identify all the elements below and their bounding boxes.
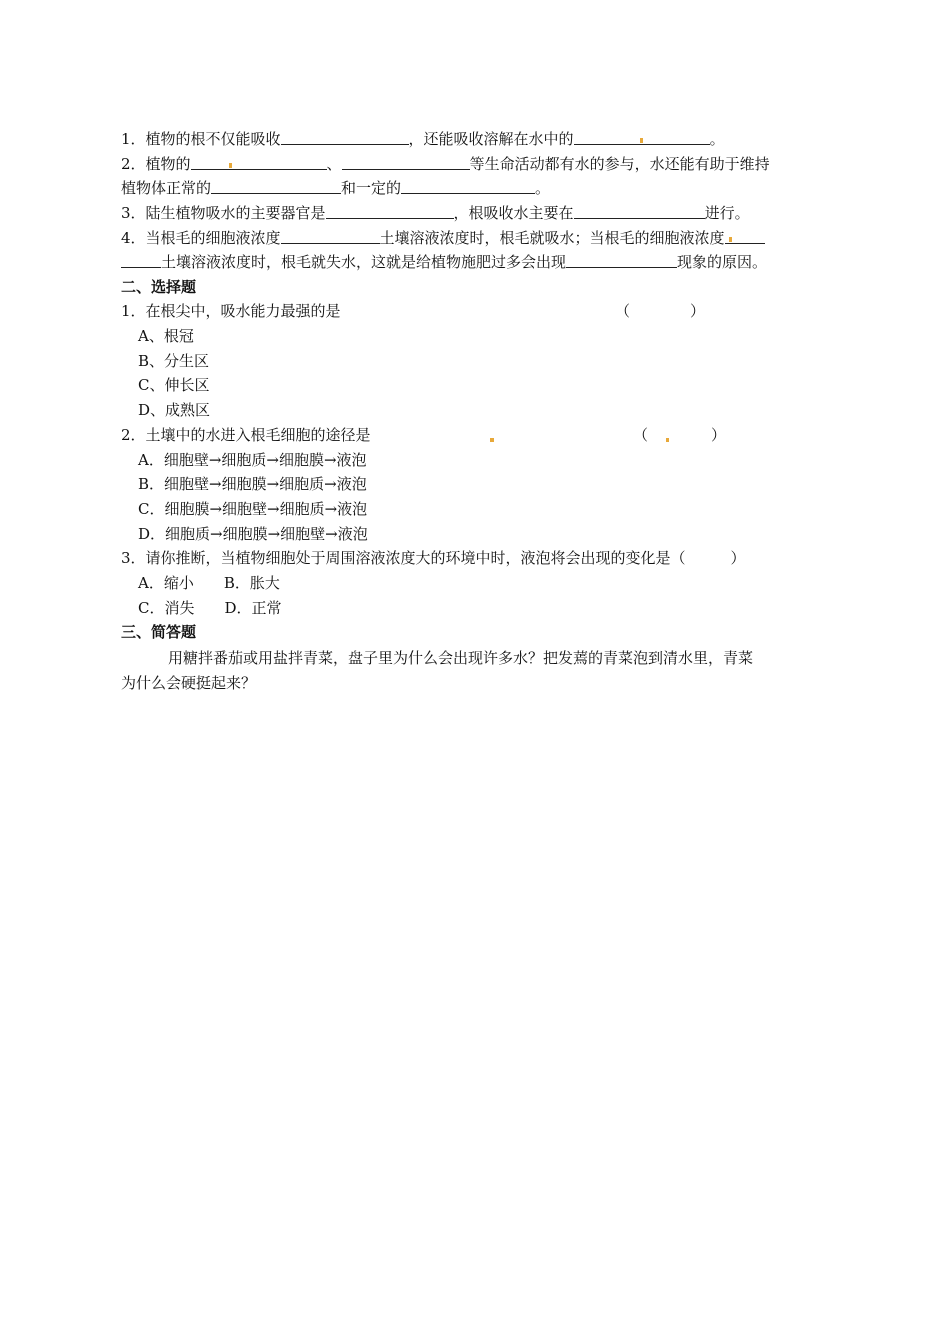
q4-blank-3[interactable] [566,252,677,268]
q2-blank-3[interactable] [211,178,341,194]
q4-text-d: 现象的原因。 [677,253,768,271]
option-2c[interactable]: C．细胞膜→细胞壁→细胞质→液泡 [138,500,368,518]
highlight-mark [666,438,669,442]
q2-blank-4[interactable] [401,178,535,194]
q4-text-c: 土壤溶液浓度时，根毛就失水，这就是给植物施肥过多会出现 [161,253,567,271]
answer-paren-2-left[interactable]: （ [633,426,649,444]
choice-question-2: 2．土壤中的水进入根毛细胞的途径是 [121,426,371,444]
fill-question-1 [121,128,725,150]
choice-question-1: 1．在根尖中，吸水能力最强的是 [121,302,341,320]
options-3-row-1[interactable]: A．缩小 B．胀大 [138,574,280,592]
answer-paren-1[interactable]: （ ） [615,302,706,320]
q4-text-b: 土壤溶液浓度时，根毛就吸水；当根毛的细胞液浓度 [379,229,725,247]
fill-question-2-cont [121,177,550,199]
option-1b[interactable]: B、分生区 [138,352,210,370]
q2-blank-1[interactable] [191,154,327,170]
option-2d[interactable]: D．细胞质→细胞膜→细胞壁→液泡 [138,525,368,543]
fill-question-4 [121,227,765,249]
option-2b[interactable]: B．细胞壁→细胞膜→细胞质→液泡 [138,475,367,493]
q4-blank-2[interactable] [725,228,765,244]
q3-text-c: 进行。 [704,204,750,222]
option-2a[interactable]: A．细胞壁→细胞质→细胞膜→液泡 [138,451,367,469]
q1-blank-2[interactable] [574,129,710,145]
q1-text-b: ，还能吸收溶解在水中的 [408,130,574,148]
q3-blank-2[interactable] [574,203,705,219]
choice-question-3: 3．请你推断，当植物细胞处于周围溶液浓度大的环境中时，液泡将会出现的变化是（ ） [121,549,746,567]
highlight-mark [640,138,643,143]
q1-blank-1[interactable] [281,129,409,145]
fill-question-3 [121,202,750,224]
q1-text-a: 1．植物的根不仅能吸收 [121,130,281,148]
answer-paren-2-right[interactable]: ） [711,426,727,444]
fill-question-2 [121,153,770,175]
q2-text-f: 。 [535,179,551,197]
option-1d[interactable]: D、成熟区 [138,401,211,419]
q1-text-c: 。 [709,130,725,148]
q3-text-b: ，根吸收水主要在 [453,204,574,222]
q2-text-d: 植物体正常的 [121,179,212,197]
section-2-title: 二、选择题 [121,278,197,296]
highlight-mark [729,237,732,242]
short-answer-line-1: 用糖拌番茄或用盐拌青菜，盘子里为什么会出现许多水？把发蔫的青菜泡到清水里，青菜 [168,649,754,667]
fill-question-4-cont [121,251,767,273]
q4-blank-2-cont[interactable] [121,252,161,268]
q2-text-a: 2．植物的 [121,155,191,173]
q3-blank-1[interactable] [326,203,454,219]
option-1c[interactable]: C、伸长区 [138,376,210,394]
highlight-mark [490,438,494,442]
q2-text-e: 和一定的 [341,179,402,197]
q4-text-a: 4．当根毛的细胞液浓度 [121,229,281,247]
q4-blank-1[interactable] [281,228,380,244]
q2-text-c: 等生命活动都有水的参与，水还能有助于维持 [469,155,770,173]
q2-text-b: 、 [326,155,342,173]
q2-blank-2[interactable] [342,154,470,170]
options-3-row-2[interactable]: C．消失 D．正常 [138,599,282,617]
highlight-mark [229,163,232,168]
short-answer-line-2: 为什么会硬挺起来？ [121,674,257,692]
option-1a[interactable]: A、根冠 [138,327,194,345]
section-3-title: 三、简答题 [121,623,197,641]
q3-text-a: 3．陆生植物吸水的主要器官是 [121,204,326,222]
